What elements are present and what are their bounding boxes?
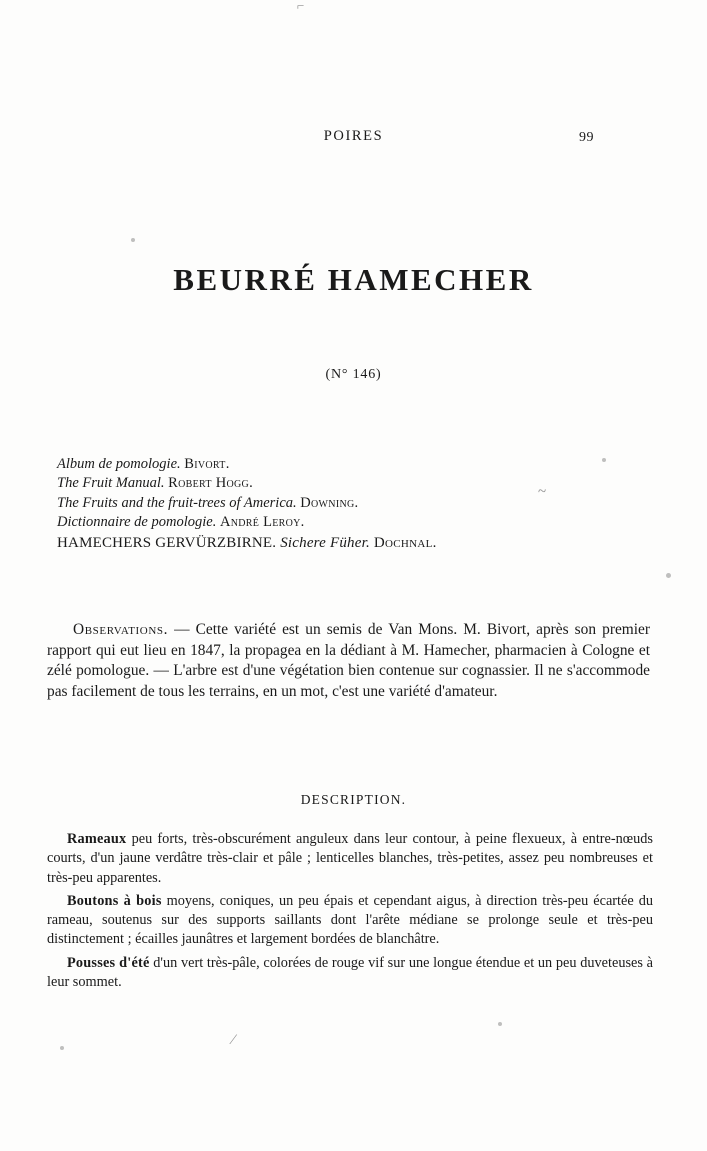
observations-label: Observations. (73, 621, 169, 638)
observations-text: Cette variété est un semis de Van Mons. M. Bivort, après son premier rapport qui eut lieu en 1847, la propagea en la dédiant à M. Hamecher, pharmacien à Cologne et zélé pomologue. — L'arbre est d'une végétation bien contenue sur cognassier. Il ne s'accommode pas facilement de tous les terrains, en un mot, c'est une variété d'amateur. (47, 621, 650, 700)
bibliography-entry (57, 513, 617, 532)
scan-speck (60, 1046, 64, 1050)
description-body (47, 830, 653, 993)
observations-dash: — (168, 621, 196, 638)
bibliography-entry (57, 474, 617, 493)
description-text: d'un vert très-pâle, colorées de rouge vif sur une longue étendue et un peu duveteuses à leur sommet. (47, 954, 653, 991)
description-paragraph (47, 954, 653, 993)
description-term: Boutons à bois (67, 892, 162, 909)
scan-mark: ~ (538, 484, 547, 500)
scan-speck (666, 573, 671, 578)
bibliography-author: Bivort. (184, 456, 230, 472)
bibliography-author: André Leroy. (219, 514, 305, 531)
bibliography-work-title: Dictionnaire de pomologie. (57, 514, 217, 531)
bibliography-entry-synonym (57, 534, 617, 553)
description-paragraph (47, 830, 653, 888)
bibliography-entry (57, 455, 617, 474)
scan-mark: ⌐ (297, 0, 305, 13)
description-paragraph (47, 892, 653, 950)
description-text: moyens, coniques, un peu épais et cependant aigus, à direction très-peu écartée du rameau, soutenus sur des supports saillants dont l'arête médiane se prolonge seule et très-peu distinctement ; écailles jaunâtres et largement bordées de blanchâtre. (47, 892, 653, 948)
bibliography-block (57, 455, 617, 553)
description-text: peu forts, très-obscurément anguleux dans leur contour, à peine flexueux, à entre-nœuds courts, d'un jaune verdâtre très-clair et pâle ; lenticelles blanches, très-petites, assez peu nombreuses et très-peu apparentes. (47, 831, 653, 886)
running-head-title: POIRES (323, 128, 384, 144)
description-term: Pousses d'été (67, 954, 150, 971)
synonym-author: Dochnal. (373, 534, 437, 551)
entry-number: (N° 146) (325, 367, 382, 382)
page-number: 99 (579, 130, 594, 145)
bibliography-work-title: Album de pomologie. (57, 456, 181, 472)
bibliography-author: Robert Hogg. (168, 475, 254, 492)
bibliography-entry (57, 494, 617, 513)
description-term: Rameaux (67, 831, 127, 847)
bibliography-author: Downing. (300, 494, 359, 511)
scan-speck (498, 1022, 502, 1026)
synonym-name: HAMECHERS GERVÜRZBIRNE. (57, 534, 277, 551)
synonym-alt-name: Sichere Füher. (280, 534, 370, 551)
page-title: BEURRÉ HAMECHER (173, 262, 534, 297)
observations-paragraph (47, 620, 650, 702)
bibliography-work-title: The Fruits and the fruit-trees of America. (57, 494, 297, 511)
running-head (0, 128, 707, 148)
scan-speck (131, 238, 135, 242)
scan-mark: ⁄ (232, 1032, 235, 1048)
bibliography-work-title: The Fruit Manual. (57, 475, 165, 492)
description-heading: DESCRIPTION. (300, 792, 407, 807)
